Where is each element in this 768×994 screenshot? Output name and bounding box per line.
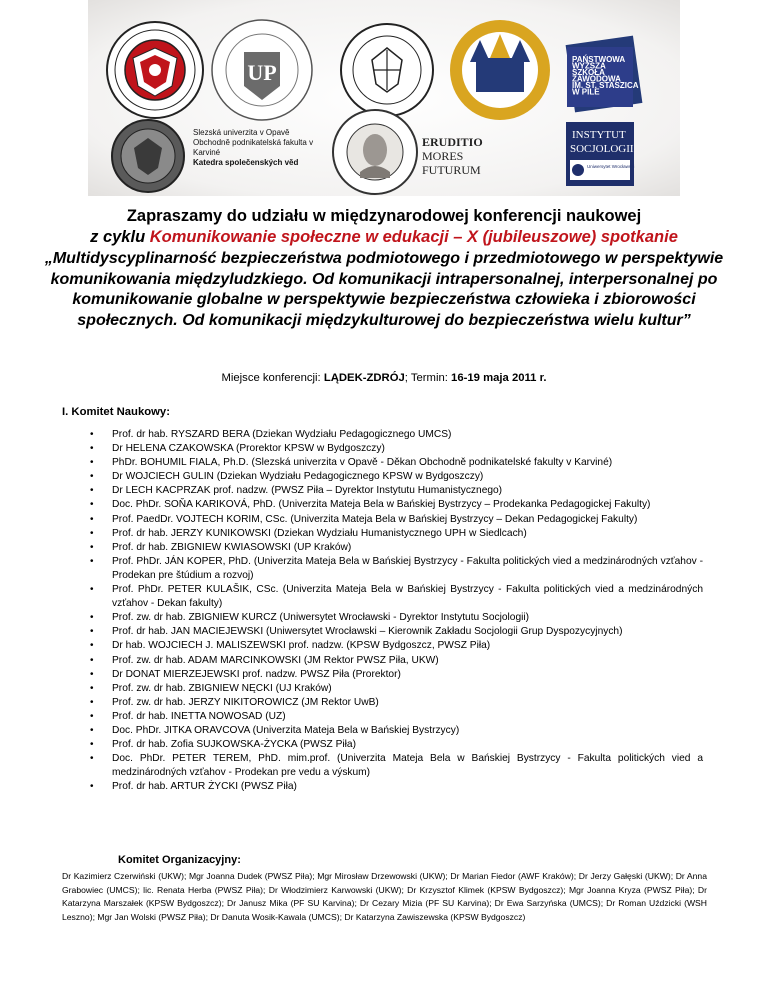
invitation-line: Zapraszamy do udziału w międzynarodowej konferencji naukowej (126, 207, 642, 225)
pwsz-pila-logo (566, 36, 643, 113)
bullet-icon: • (90, 443, 94, 455)
svg-text:MORES: MORES (422, 149, 464, 163)
bullet-icon: • (90, 499, 94, 511)
bullet-icon: • (90, 682, 94, 694)
committee-member-text: Prof. dr hab. ARTUR ŻYCKI (PWSZ Piła) (112, 781, 297, 793)
bullet-icon: • (90, 541, 94, 553)
umcs-logo (341, 24, 433, 116)
svg-text:ERUDITIO: ERUDITIO (422, 135, 483, 149)
bullet-icon: • (90, 457, 94, 469)
committee-member (90, 513, 703, 527)
committee-member-text: Prof. zw. dr hab. JERZY NIKITOROWICZ (JM Rektor UwB) (112, 696, 379, 708)
committee-member-text: Prof. dr hab. RYSZARD BERA (Dziekan Wydziału Pedagogicznego UMCS) (112, 429, 452, 440)
umb-seal-logo (333, 110, 417, 194)
venue-term-label: ; Termin: (404, 372, 448, 384)
svg-text:Uniwersytet Wrocławski: Uniwersytet Wrocławski (587, 164, 635, 169)
committee-member-text: Prof. dr hab. JERZY KUNIKOWSKI (Dziekan Wydziału Humanistycznego UPH w Siedlcach) (112, 527, 527, 539)
pwsz-line: W PILE (572, 87, 600, 97)
up-krakow-logo (212, 20, 312, 120)
bullet-icon: • (90, 781, 94, 793)
committee-member (90, 611, 703, 625)
logo-band (0, 0, 768, 196)
bullet-icon: • (90, 555, 94, 567)
committee-member-text: Prof. zw. dr hab. ZBIGNIEW KURCZ (Uniwersytet Wrocławski - Dyrektor Instytutu Socjologii) (112, 612, 530, 624)
bullet-icon: • (90, 527, 94, 539)
pwsz-line: WYŻSZA (572, 61, 606, 71)
pwsz-line: IM. ST. STASZICA (572, 81, 639, 90)
committee-member-text: Prof. PaedDr. VOJTECH KORIM, CSc. (Univerzita Mateja Bela w Bańskiej Bystrzycy – Dekan Pedagogickej Fakulty) (112, 513, 638, 525)
bullet-icon: • (90, 654, 94, 666)
committee-member-text: Prof. zw. dr hab. ADAM MARCINKOWSKI (JM Rektor PWSZ Piła, UKW) (112, 654, 439, 666)
bullet-icon: • (90, 626, 94, 638)
committee-member-text: Prof. dr hab. ZBIGNIEW KWIASOWSKI (UP Kraków) (112, 541, 352, 553)
svg-text:SOCJOLOGII: SOCJOLOGII (570, 143, 634, 155)
committee-member (90, 682, 703, 696)
venue-place-label: Miejsce konferencji: (221, 372, 321, 384)
committee-member (90, 498, 703, 512)
invitation-title-block (40, 206, 728, 331)
bullet-icon: • (90, 640, 94, 652)
series-name: Komunikowanie społeczne w edukacji – X (jubileuszowe) spotkanie (149, 228, 678, 246)
bullet-icon: • (90, 724, 94, 736)
bullet-icon: • (90, 668, 94, 680)
bullet-icon: • (90, 429, 94, 440)
committee-member (90, 428, 703, 442)
committee-member (90, 738, 703, 752)
committee-member (90, 456, 703, 470)
committee-member (90, 527, 703, 541)
committee-member-text: Prof. PhDr. PETER KULAŠIK, CSc. (Univerzita Mateja Bela w Bańskiej Bystrzycy - Fakulta politických vied a medzinárodných vzťahov - Dekan fakulty) (112, 584, 703, 610)
ukw-logo (450, 20, 550, 120)
committee-member (90, 541, 703, 555)
opava-seal-logo (112, 120, 184, 192)
committee-member (90, 583, 703, 611)
venue-place: LĄDEK-ZDRÓJ (323, 372, 405, 384)
bullet-icon: • (90, 584, 94, 596)
committee-member-text: Prof. dr hab. Zofia SUJKOWSKA-ŻYCKA (PWSZ Piła) (112, 739, 356, 751)
committee-member-text: PhDr. BOHUMIL FIALA, Ph.D. (Slezská univerzita v Opavě - Děkan Obchodně podnikatelské fakulty v Karviné) (112, 457, 613, 469)
bullet-icon: • (90, 753, 94, 765)
kpsw-logo (107, 22, 203, 118)
bullet-icon: • (90, 739, 94, 751)
instytut-socjologii-logo (566, 122, 634, 186)
bullet-icon: • (90, 513, 94, 525)
svg-text:UP: UP (247, 60, 277, 85)
svg-text:INSTYTUT: INSTYTUT (572, 129, 626, 141)
pwsz-line: PAŃSTWOWA (572, 55, 625, 64)
committee-member-text: Dr WOJCIECH GULIN (Dziekan Wydziału Pedagogicznego KPSW w Bydgoszczy) (112, 471, 484, 483)
committee-member-text: Dr DONAT MIERZEJEWSKI prof. nadzw. PWSZ Piła (Prorektor) (112, 668, 401, 680)
committee-member (90, 555, 703, 583)
venue-term-suffix: r. (539, 372, 547, 384)
committee-member-text: Dr HELENA CZAKOWSKA (Prorektor KPSW w Bydgoszczy) (112, 443, 385, 455)
committee-member (90, 780, 703, 794)
bullet-icon: • (90, 696, 94, 708)
committee-member-text: Doc. PhDr. PETER TEREM, PhD. mim.prof. (Univerzita Mateja Bela w Bańskiej Bystrzycy - Fakulta politických vied a medzinárodných vzťahov - Prodekan pre vedu a výskum) (112, 753, 703, 779)
committee-member (90, 654, 703, 668)
organizing-committee-title: Komitet Organizacyjny: (118, 854, 241, 866)
committee-member (90, 724, 703, 738)
pwsz-line: SZKOŁA (572, 68, 605, 77)
bullet-icon: • (90, 471, 94, 483)
conference-subtitle: „Multidyscyplinarność bezpieczeństwa podmiotowego i przedmiotowego w perspektywie komunikowania międzyludzkiego. Od komunikacji intrapersonalnej, interpersonalnej po komunikowanie globalne w perspektywie bezpieczeństwa człowieka i zbiorowości społecznych. Od komunikacji międzykulturowej do bezpieczeństwa wielu kultur” (44, 250, 724, 329)
opava-text: Slezská univerzita v Opavě Obchodně podnikatelská fakulta v Karviné Katedra společenských věd (193, 128, 314, 167)
committee-member-text: Prof. zw. dr hab. ZBIGNIEW NĘCKI (UJ Kraków) (112, 682, 332, 694)
committee-member-text: Prof. PhDr. JÁN KOPER, PhD. (Univerzita Mateja Bela w Bańskiej Bystrzycy - Fakulta politických vied a medzinárodných vzťahov - Prodekan pre štúdium a rozvoj) (112, 555, 703, 581)
venue-line (0, 372, 768, 384)
conference-series-line (40, 227, 728, 248)
committee-member-text: Doc. PhDr. SOŇA KARIKOVÁ, PhD. (Univerzita Mateja Bela w Bańskiej Bystrzycy – Prodekanka Pedagogickej Fakulty) (112, 499, 651, 511)
series-prefix: z cyklu (90, 228, 146, 246)
organizing-committee-members: Dr Kazimierz Czerwiński (UKW); Mgr Joanna Dudek (PWSZ Piła); Mgr Mirosław Drzewowski (UKW); Dr Marian Fiedor (AWF Kraków); Dr Jerzy Gałęski (UKW); Dr Anna Grabowiec (UMCS); lic. Renata Herba (PWSZ Piła); Dr Włodzimierz Karwowski (UKW); Dr Krzysztof Klimek (KPSW Bydgoszcz); Mgr Joanna Kryza (PWSZ Piła); Dr Katarzyna Marszałek (KPSW Bydgoszcz); Dr Janusz Mika (PF SU Karvina); Dr Cezary Mizia (PF SU Karvina); Dr Ewa Sarzyńska (UMCS); Dr Roman Uździcki (WSH Leszno); Mgr Jan Wolski (PWSZ Piła); Dr Danuta Wosik-Kawala (UMCS); Dr Katarzyna Zawiszewska (KPSW Bydgoszcz) (62, 871, 707, 922)
committee-member (90, 639, 703, 653)
committee-member (90, 710, 703, 724)
scientific-committee-list (90, 428, 703, 794)
committee-member-text: Prof. dr hab. INETTA NOWOSAD (UZ) (112, 710, 286, 722)
pwsz-line: ZAWODOWA (572, 74, 621, 84)
svg-text:FUTURUM: FUTURUM (422, 163, 481, 177)
committee-member (90, 470, 703, 484)
committee-member (90, 484, 703, 498)
committee-member-text: Doc. PhDr. JITKA ORAVCOVA (Univerzita Mateja Bela w Bańskiej Bystrzycy) (112, 724, 460, 736)
bullet-icon: • (90, 485, 94, 497)
committee-member (90, 752, 703, 780)
scientific-committee-title: I. Komitet Naukowy: (62, 406, 170, 418)
committee-member (90, 696, 703, 710)
committee-member-text: Dr hab. WOJCIECH J. MALISZEWSKI prof. nadzw. (KPSW Bydgoszcz, PWSZ Piła) (112, 640, 491, 652)
venue-term: 16-19 maja 2011 (451, 372, 537, 384)
bullet-icon: • (90, 612, 94, 624)
bullet-icon: • (90, 710, 94, 722)
committee-member (90, 625, 703, 639)
committee-member-text: Dr LECH KACPRZAK prof. nadzw. (PWSZ Piła – Dyrektor Instytutu Humanistycznego) (112, 485, 503, 497)
committee-member (90, 442, 703, 456)
committee-member-text: Prof. dr hab. JAN MACIEJEWSKI (Uniwersytet Wrocławski – Kierownik Zakładu Socjologii Grup Dyspozycyjnych) (112, 626, 623, 638)
committee-member (90, 668, 703, 682)
